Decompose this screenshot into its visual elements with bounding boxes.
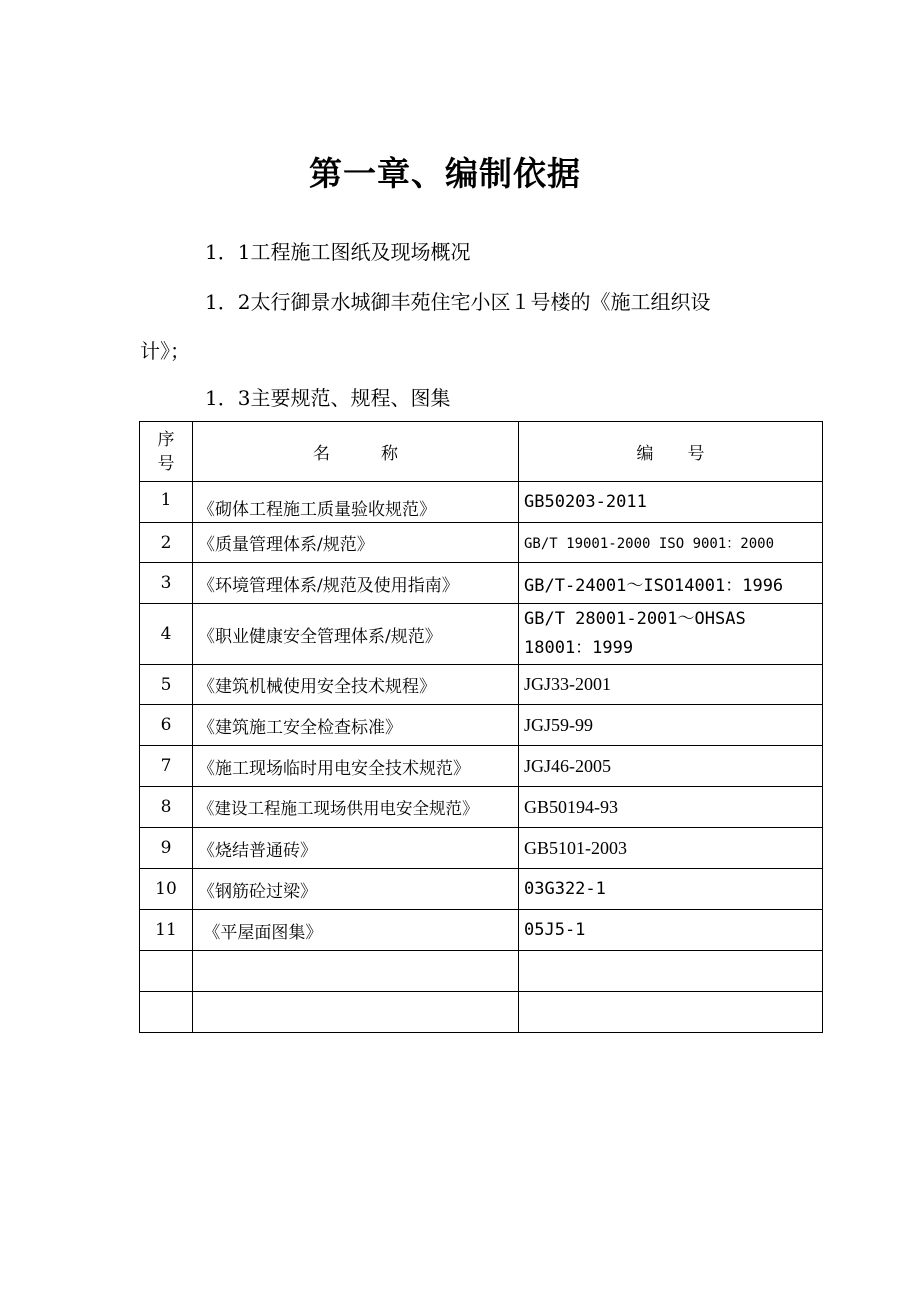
row-code: GB50203-2011 [519, 482, 823, 523]
table-header-row [140, 422, 823, 482]
table-row [140, 869, 823, 910]
row-number: 8 [140, 787, 193, 828]
row-number [140, 951, 193, 992]
page-title: 第一章、编制依据 [309, 154, 581, 193]
row-number: 2 [140, 523, 193, 563]
paragraph-1-2-continued: 计》； [140, 339, 190, 363]
table-row-empty [140, 951, 823, 992]
row-name: 《建筑机械使用安全技术规程》 [193, 665, 519, 705]
row-number [140, 992, 193, 1033]
table-row [140, 787, 823, 828]
paragraph-1-3: 1．3主要规范、规程、图集 [205, 386, 451, 410]
row-name: 《钢筋砼过梁》 [193, 869, 519, 910]
row-number: 6 [140, 705, 193, 746]
table-row-empty [140, 992, 823, 1033]
table-row [140, 828, 823, 869]
table-row [140, 910, 823, 951]
row-code: GB5101-2003 [519, 828, 823, 869]
row-name: 《质量管理体系/规范》 [193, 523, 519, 563]
row-code: GB50194-93 [519, 787, 823, 828]
header-code: 编 号 [519, 422, 823, 482]
table-row [140, 604, 823, 665]
row-number: 5 [140, 665, 193, 705]
table-row [140, 746, 823, 787]
table-row [140, 482, 823, 523]
row-code: JGJ33-2001 [519, 665, 823, 705]
header-number-line1: 序 [157, 429, 175, 450]
row-number: 9 [140, 828, 193, 869]
row-number: 11 [140, 910, 193, 951]
row-name: 《平屋面图集》 [193, 910, 519, 951]
table-row [140, 523, 823, 563]
row-name: 《建筑施工安全检查标准》 [193, 705, 519, 746]
row-name: 《砌体工程施工质量验收规范》 [193, 482, 519, 523]
row-code [519, 992, 823, 1033]
standards-table [139, 421, 823, 1033]
header-name: 名 称 [193, 422, 519, 482]
row-number: 7 [140, 746, 193, 787]
row-code: 05J5-1 [519, 910, 823, 951]
row-number: 4 [140, 604, 193, 665]
header-number [140, 422, 193, 482]
row-name: 《职业健康安全管理体系/规范》 [193, 604, 519, 665]
row-name [193, 992, 519, 1033]
row-code: JGJ59-99 [519, 705, 823, 746]
header-number-line2: 号 [157, 453, 175, 474]
row-name: 《建设工程施工现场供用电安全规范》 [193, 787, 519, 828]
paragraph-1-2: 1．2太行御景水城御丰苑住宅小区１号楼的《施工组织设 [205, 290, 711, 314]
row-number: 3 [140, 563, 193, 604]
row-name: 《施工现场临时用电安全技术规范》 [193, 746, 519, 787]
row-code: GB/T-24001～ISO14001：1996 [519, 563, 823, 604]
row-name [193, 951, 519, 992]
row-name: 《环境管理体系/规范及使用指南》 [193, 563, 519, 604]
row-code: GB/T 28001-2001～OHSAS 18001：1999 [519, 604, 823, 665]
row-code: 03G322-1 [519, 869, 823, 910]
row-code: JGJ46-2005 [519, 746, 823, 787]
paragraph-1-1: 1．1工程施工图纸及现场概况 [205, 240, 471, 264]
table-row [140, 665, 823, 705]
row-code [519, 951, 823, 992]
table-row [140, 563, 823, 604]
row-number: 1 [140, 482, 193, 523]
table-row [140, 705, 823, 746]
row-name: 《烧结普通砖》 [193, 828, 519, 869]
row-number: 10 [140, 869, 193, 910]
row-code: GB/T 19001-2000 ISO 9001：2000 [519, 523, 823, 563]
